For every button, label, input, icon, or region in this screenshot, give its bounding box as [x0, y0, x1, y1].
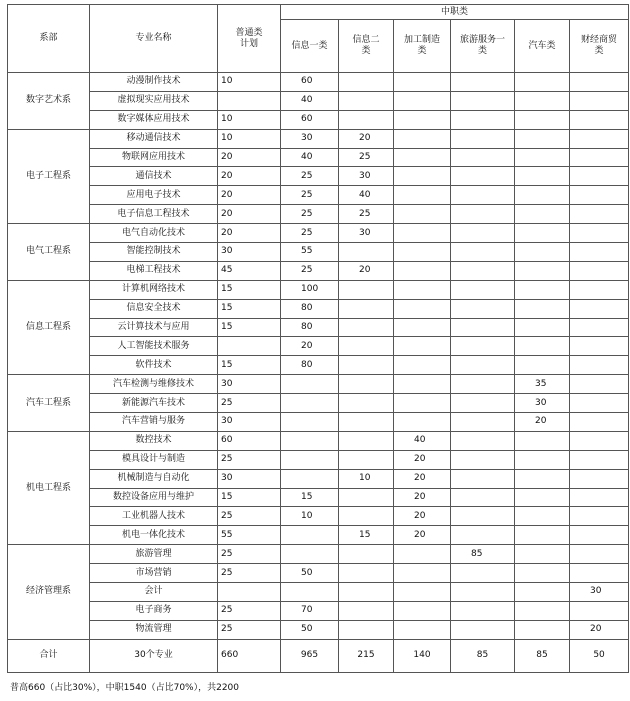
major-cell: 人工智能技术服务 — [90, 337, 218, 356]
major-cell: 会计 — [90, 583, 218, 602]
table-row — [8, 318, 629, 337]
vocational-cell — [339, 620, 394, 639]
table-row — [8, 583, 629, 602]
vocational-cell: 20 — [570, 620, 629, 639]
vocational-cell: 20 — [339, 129, 394, 148]
vocational-cell — [570, 318, 629, 337]
vocational-cell — [570, 526, 629, 545]
major-cell: 电子商务 — [90, 601, 218, 620]
vocational-cell — [570, 243, 629, 262]
vocational-cell — [339, 110, 394, 129]
vocational-cell: 20 — [394, 507, 451, 526]
general-plan-cell: 10 — [218, 129, 281, 148]
vocational-cell: 40 — [339, 186, 394, 205]
vocational-cell — [570, 431, 629, 450]
vocational-cell: 50 — [281, 620, 339, 639]
vocational-cell — [570, 110, 629, 129]
header-vocational: 中职类 — [281, 5, 629, 20]
general-plan-cell: 20 — [218, 205, 281, 224]
vocational-cell — [515, 488, 570, 507]
vocational-cell: 30 — [281, 129, 339, 148]
table-row — [8, 431, 629, 450]
vocational-cell — [394, 318, 451, 337]
general-plan-cell: 20 — [218, 224, 281, 243]
table-row — [8, 129, 629, 148]
major-cell: 新能源汽车技术 — [90, 394, 218, 413]
vocational-cell: 25 — [281, 261, 339, 280]
vocational-cell — [570, 280, 629, 299]
general-plan-cell: 15 — [218, 299, 281, 318]
vocational-cell — [394, 261, 451, 280]
table-row — [8, 450, 629, 469]
table-row — [8, 620, 629, 639]
vocational-cell — [570, 413, 629, 432]
header-col-info2: 信息二类 — [339, 20, 394, 73]
vocational-cell — [339, 583, 394, 602]
vocational-cell — [515, 356, 570, 375]
vocational-cell — [515, 280, 570, 299]
general-plan-cell: 25 — [218, 545, 281, 564]
vocational-cell — [570, 507, 629, 526]
total-vocational-cell: 85 — [515, 639, 570, 672]
major-cell: 工业机器人技术 — [90, 507, 218, 526]
vocational-cell — [570, 394, 629, 413]
general-plan-cell: 15 — [218, 280, 281, 299]
vocational-cell — [570, 73, 629, 92]
vocational-cell — [515, 601, 570, 620]
vocational-cell — [451, 488, 515, 507]
vocational-cell — [515, 620, 570, 639]
table-row — [8, 73, 629, 92]
vocational-cell — [570, 375, 629, 394]
vocational-cell — [515, 337, 570, 356]
dept-cell: 信息工程系 — [8, 280, 90, 374]
vocational-cell — [451, 167, 515, 186]
vocational-cell — [451, 620, 515, 639]
total-label: 合计 — [8, 639, 90, 672]
vocational-cell — [339, 91, 394, 110]
vocational-cell — [394, 375, 451, 394]
vocational-cell: 20 — [394, 526, 451, 545]
vocational-cell — [451, 564, 515, 583]
table-row — [8, 545, 629, 564]
vocational-cell — [394, 110, 451, 129]
vocational-cell — [451, 91, 515, 110]
vocational-cell — [339, 394, 394, 413]
major-cell: 应用电子技术 — [90, 186, 218, 205]
table-row — [8, 186, 629, 205]
vocational-cell — [515, 167, 570, 186]
vocational-cell — [394, 167, 451, 186]
major-cell: 数控设备应用与维护 — [90, 488, 218, 507]
vocational-cell — [451, 186, 515, 205]
vocational-cell — [570, 167, 629, 186]
vocational-cell — [451, 413, 515, 432]
vocational-cell — [339, 318, 394, 337]
vocational-cell — [570, 469, 629, 488]
table-row — [8, 205, 629, 224]
general-plan-cell: 15 — [218, 488, 281, 507]
vocational-cell — [515, 261, 570, 280]
vocational-cell — [570, 356, 629, 375]
table-row — [8, 224, 629, 243]
table-row — [8, 394, 629, 413]
header-general: 普通类计划 — [218, 5, 281, 73]
vocational-cell: 10 — [281, 507, 339, 526]
vocational-cell — [394, 91, 451, 110]
vocational-cell: 25 — [281, 205, 339, 224]
vocational-cell — [394, 129, 451, 148]
header-col-manufacturing: 加工制造类 — [394, 20, 451, 73]
vocational-cell — [394, 337, 451, 356]
vocational-cell — [451, 280, 515, 299]
table-row — [8, 167, 629, 186]
general-plan-cell: 20 — [218, 186, 281, 205]
general-plan-cell: 25 — [218, 394, 281, 413]
major-cell: 移动通信技术 — [90, 129, 218, 148]
vocational-cell — [394, 545, 451, 564]
vocational-cell — [281, 413, 339, 432]
vocational-cell — [570, 601, 629, 620]
vocational-cell — [281, 431, 339, 450]
vocational-cell: 55 — [281, 243, 339, 262]
general-plan-cell: 20 — [218, 167, 281, 186]
dept-cell: 电气工程系 — [8, 224, 90, 281]
vocational-cell — [570, 564, 629, 583]
vocational-cell — [451, 73, 515, 92]
major-cell: 电梯工程技术 — [90, 261, 218, 280]
vocational-cell — [394, 148, 451, 167]
vocational-cell — [394, 186, 451, 205]
vocational-cell — [515, 186, 570, 205]
major-cell: 通信技术 — [90, 167, 218, 186]
vocational-cell — [281, 469, 339, 488]
table-row — [8, 526, 629, 545]
vocational-cell — [394, 413, 451, 432]
vocational-cell — [451, 337, 515, 356]
vocational-cell: 20 — [281, 337, 339, 356]
vocational-cell — [451, 507, 515, 526]
header-col-finance: 财经商贸类 — [570, 20, 629, 73]
general-plan-cell: 55 — [218, 526, 281, 545]
total-vocational-cell: 85 — [451, 639, 515, 672]
total-vocational-cell: 50 — [570, 639, 629, 672]
vocational-cell — [451, 148, 515, 167]
dept-cell: 电子工程系 — [8, 129, 90, 223]
table-row — [8, 337, 629, 356]
general-plan-cell: 25 — [218, 564, 281, 583]
vocational-cell — [515, 243, 570, 262]
total-vocational-cell: 215 — [339, 639, 394, 672]
general-plan-cell: 25 — [218, 620, 281, 639]
table-row — [8, 601, 629, 620]
general-plan-cell — [218, 583, 281, 602]
vocational-cell — [394, 601, 451, 620]
vocational-cell: 20 — [394, 488, 451, 507]
vocational-cell — [394, 356, 451, 375]
vocational-cell: 20 — [339, 261, 394, 280]
vocational-cell — [451, 394, 515, 413]
vocational-cell: 40 — [394, 431, 451, 450]
vocational-cell: 30 — [515, 394, 570, 413]
vocational-cell — [570, 91, 629, 110]
table-row — [8, 469, 629, 488]
vocational-cell — [515, 507, 570, 526]
vocational-cell — [339, 375, 394, 394]
vocational-cell — [394, 224, 451, 243]
vocational-cell — [394, 299, 451, 318]
vocational-cell — [570, 337, 629, 356]
vocational-cell: 20 — [515, 413, 570, 432]
table-row — [8, 280, 629, 299]
vocational-cell: 70 — [281, 601, 339, 620]
general-plan-cell: 30 — [218, 413, 281, 432]
vocational-cell — [281, 583, 339, 602]
vocational-cell — [451, 526, 515, 545]
vocational-cell — [515, 450, 570, 469]
major-cell: 计算机网络技术 — [90, 280, 218, 299]
table-row — [8, 261, 629, 280]
vocational-cell: 30 — [339, 167, 394, 186]
major-cell: 云计算技术与应用 — [90, 318, 218, 337]
vocational-cell — [281, 450, 339, 469]
vocational-cell — [570, 299, 629, 318]
major-cell: 物联网应用技术 — [90, 148, 218, 167]
vocational-cell — [515, 73, 570, 92]
vocational-cell — [339, 488, 394, 507]
vocational-cell — [451, 431, 515, 450]
vocational-cell — [394, 620, 451, 639]
general-plan-cell: 30 — [218, 243, 281, 262]
vocational-cell — [339, 413, 394, 432]
vocational-cell — [451, 205, 515, 224]
vocational-cell — [515, 129, 570, 148]
table-row — [8, 243, 629, 262]
vocational-cell — [451, 469, 515, 488]
vocational-cell: 60 — [281, 110, 339, 129]
vocational-cell — [515, 564, 570, 583]
header-col-auto: 汽车类 — [515, 20, 570, 73]
vocational-cell — [570, 545, 629, 564]
major-cell: 虚拟现实应用技术 — [90, 91, 218, 110]
summary-note: 普高660（占比30%），中职1540（占比70%），共2200 — [10, 683, 239, 693]
vocational-cell — [515, 545, 570, 564]
vocational-cell: 35 — [515, 375, 570, 394]
vocational-cell — [515, 469, 570, 488]
vocational-cell — [451, 261, 515, 280]
vocational-cell — [570, 224, 629, 243]
vocational-cell — [515, 583, 570, 602]
vocational-cell: 30 — [339, 224, 394, 243]
header-col-tourism: 旅游服务一类 — [451, 20, 515, 73]
vocational-cell — [451, 243, 515, 262]
vocational-cell — [281, 526, 339, 545]
vocational-cell — [570, 148, 629, 167]
general-plan-cell: 10 — [218, 110, 281, 129]
major-cell: 电子信息工程技术 — [90, 205, 218, 224]
vocational-cell: 100 — [281, 280, 339, 299]
vocational-cell: 80 — [281, 299, 339, 318]
total-vocational-cell: 965 — [281, 639, 339, 672]
vocational-cell — [515, 148, 570, 167]
major-cell: 机械制造与自动化 — [90, 469, 218, 488]
vocational-cell — [451, 129, 515, 148]
header-dept: 系部 — [8, 5, 90, 73]
vocational-cell: 80 — [281, 356, 339, 375]
major-cell: 模具设计与制造 — [90, 450, 218, 469]
vocational-cell — [339, 356, 394, 375]
total-row — [8, 639, 629, 672]
vocational-cell: 30 — [570, 583, 629, 602]
vocational-cell: 25 — [281, 167, 339, 186]
vocational-cell — [515, 431, 570, 450]
vocational-cell: 80 — [281, 318, 339, 337]
vocational-cell — [570, 261, 629, 280]
vocational-cell — [281, 394, 339, 413]
table-row — [8, 507, 629, 526]
vocational-cell — [570, 488, 629, 507]
vocational-cell — [339, 507, 394, 526]
vocational-cell — [451, 375, 515, 394]
vocational-cell — [394, 564, 451, 583]
vocational-cell — [515, 526, 570, 545]
vocational-cell: 25 — [339, 148, 394, 167]
major-cell: 电气自动化技术 — [90, 224, 218, 243]
table-row — [8, 299, 629, 318]
vocational-cell — [339, 545, 394, 564]
vocational-cell — [570, 129, 629, 148]
vocational-cell: 25 — [339, 205, 394, 224]
total-vocational-cell: 140 — [394, 639, 451, 672]
vocational-cell — [451, 583, 515, 602]
vocational-cell — [394, 394, 451, 413]
major-cell: 汽车营销与服务 — [90, 413, 218, 432]
general-plan-cell — [218, 337, 281, 356]
vocational-cell — [339, 431, 394, 450]
general-plan-cell: 45 — [218, 261, 281, 280]
vocational-cell — [515, 318, 570, 337]
table-row — [8, 110, 629, 129]
general-plan-cell — [218, 91, 281, 110]
vocational-cell: 25 — [281, 186, 339, 205]
vocational-cell: 15 — [281, 488, 339, 507]
vocational-cell: 20 — [394, 469, 451, 488]
table-row — [8, 488, 629, 507]
major-cell: 数控技术 — [90, 431, 218, 450]
vocational-cell — [451, 110, 515, 129]
general-plan-cell: 25 — [218, 450, 281, 469]
table-row — [8, 413, 629, 432]
vocational-cell: 25 — [281, 224, 339, 243]
table-row — [8, 91, 629, 110]
major-cell: 机电一体化技术 — [90, 526, 218, 545]
general-plan-cell: 10 — [218, 73, 281, 92]
vocational-cell — [339, 243, 394, 262]
major-cell: 动漫制作技术 — [90, 73, 218, 92]
general-plan-cell: 60 — [218, 431, 281, 450]
enrollment-plan-table — [7, 4, 629, 673]
table-row — [8, 375, 629, 394]
vocational-cell: 60 — [281, 73, 339, 92]
vocational-cell — [394, 73, 451, 92]
major-cell: 市场营销 — [90, 564, 218, 583]
vocational-cell — [339, 73, 394, 92]
vocational-cell — [451, 601, 515, 620]
vocational-cell — [394, 243, 451, 262]
vocational-cell — [515, 205, 570, 224]
dept-cell: 经济管理系 — [8, 545, 90, 639]
general-plan-cell: 20 — [218, 148, 281, 167]
table-row — [8, 356, 629, 375]
vocational-cell — [394, 205, 451, 224]
vocational-cell — [451, 450, 515, 469]
vocational-cell — [570, 205, 629, 224]
major-cell: 信息安全技术 — [90, 299, 218, 318]
general-plan-cell: 30 — [218, 469, 281, 488]
vocational-cell — [451, 356, 515, 375]
header-col-info1: 信息一类 — [281, 20, 339, 73]
table-row — [8, 148, 629, 167]
vocational-cell — [451, 299, 515, 318]
vocational-cell — [451, 224, 515, 243]
dept-cell: 汽车工程系 — [8, 375, 90, 432]
general-plan-cell: 25 — [218, 601, 281, 620]
general-plan-cell: 25 — [218, 507, 281, 526]
vocational-cell — [515, 110, 570, 129]
vocational-cell — [339, 601, 394, 620]
vocational-cell — [339, 564, 394, 583]
general-plan-cell: 30 — [218, 375, 281, 394]
total-general: 660 — [218, 639, 281, 672]
vocational-cell — [570, 450, 629, 469]
major-cell: 智能控制技术 — [90, 243, 218, 262]
vocational-cell — [451, 318, 515, 337]
vocational-cell — [394, 583, 451, 602]
vocational-cell — [281, 545, 339, 564]
vocational-cell — [339, 450, 394, 469]
vocational-cell: 40 — [281, 91, 339, 110]
major-cell: 软件技术 — [90, 356, 218, 375]
general-plan-cell: 15 — [218, 318, 281, 337]
vocational-cell — [339, 299, 394, 318]
vocational-cell — [515, 299, 570, 318]
table-row — [8, 564, 629, 583]
vocational-cell — [515, 224, 570, 243]
vocational-cell — [515, 91, 570, 110]
vocational-cell — [281, 375, 339, 394]
major-cell: 物流管理 — [90, 620, 218, 639]
total-major-count: 30个专业 — [90, 639, 218, 672]
major-cell: 旅游管理 — [90, 545, 218, 564]
vocational-cell: 10 — [339, 469, 394, 488]
vocational-cell — [570, 186, 629, 205]
vocational-cell: 20 — [394, 450, 451, 469]
vocational-cell: 85 — [451, 545, 515, 564]
general-plan-cell: 15 — [218, 356, 281, 375]
vocational-cell: 40 — [281, 148, 339, 167]
major-cell: 数字媒体应用技术 — [90, 110, 218, 129]
vocational-cell — [394, 280, 451, 299]
vocational-cell — [339, 280, 394, 299]
dept-cell: 数字艺术系 — [8, 73, 90, 130]
vocational-cell: 50 — [281, 564, 339, 583]
header-major: 专业名称 — [90, 5, 218, 73]
dept-cell: 机电工程系 — [8, 431, 90, 544]
major-cell: 汽车检测与维修技术 — [90, 375, 218, 394]
vocational-cell: 15 — [339, 526, 394, 545]
vocational-cell — [339, 337, 394, 356]
